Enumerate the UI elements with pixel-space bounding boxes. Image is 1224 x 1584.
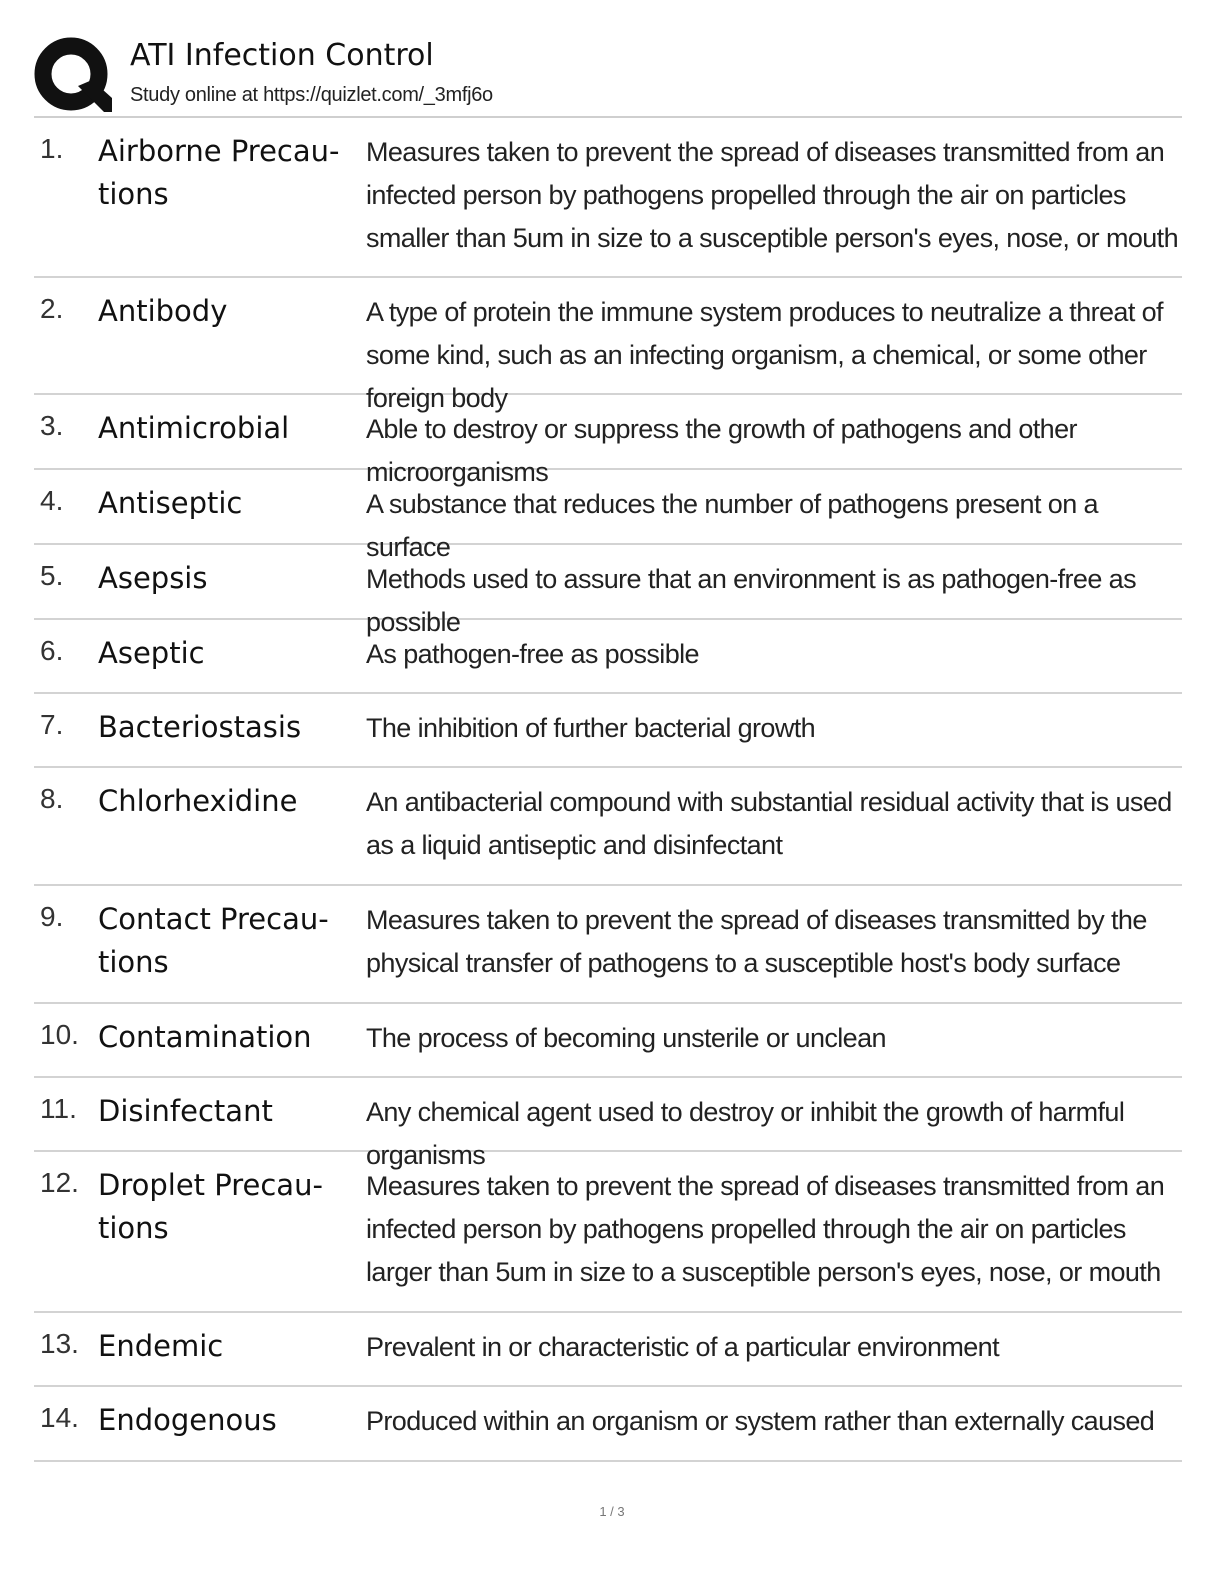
term-row [34, 470, 1182, 562]
quizlet-logo-icon [34, 36, 112, 114]
term-number: 9. [40, 901, 64, 932]
term-word: Contamination [98, 1020, 312, 1054]
term-number: 1. [40, 133, 64, 164]
term-number: 14. [40, 1402, 79, 1433]
term-word: Antimicrobial [98, 411, 290, 445]
term-number: 11. [40, 1093, 77, 1124]
term-word: Asepsis [98, 561, 208, 595]
page-number: 1 / 3 [599, 1504, 625, 1519]
term-word: Contact Precau- tions [98, 902, 329, 979]
term-word: Antibody [98, 294, 228, 328]
term-word: Droplet Precau- tions [98, 1168, 323, 1245]
term-row [34, 1313, 1182, 1387]
term-word: Aseptic [98, 636, 205, 670]
term-word: Chlorhexidine [98, 784, 298, 818]
term-row [34, 118, 1182, 278]
term-number: 13. [40, 1328, 79, 1359]
term-row [34, 278, 1182, 413]
term-definition: An antibacterial compound with substantial residual activity that is used as a liquid antiseptic and disinfectant [366, 787, 1172, 860]
term-list [34, 118, 1182, 1462]
term-word: Endemic [98, 1329, 224, 1363]
term-row [34, 545, 1182, 637]
term-number: 2. [40, 293, 64, 324]
term-number: 7. [40, 709, 64, 740]
term-number: 12. [40, 1167, 79, 1198]
term-row [34, 886, 1182, 1004]
term-row [34, 620, 1182, 694]
term-definition: As pathogen-free as possible [366, 639, 699, 669]
term-row [34, 1387, 1182, 1462]
term-number: 3. [40, 410, 64, 441]
term-number: 8. [40, 783, 64, 814]
study-online-link[interactable]: Study online at https://quizlet.com/_3mfj6o [130, 84, 493, 106]
term-number: 10. [40, 1019, 79, 1050]
term-definition: Methods used to assure that an environment is as pathogen-free as possible [366, 564, 1136, 637]
term-word: Airborne Precau- tions [98, 134, 340, 211]
term-word: Bacteriostasis [98, 710, 302, 744]
term-word: Endogenous [98, 1403, 277, 1437]
term-row [34, 694, 1182, 768]
term-number: 6. [40, 635, 64, 666]
term-definition: A substance that reduces the number of pathogens present on a surface [366, 489, 1098, 562]
term-row [34, 1078, 1182, 1170]
term-definition: Measures taken to prevent the spread of diseases transmitted from an infected person by pathogens propelled through the air on particles smaller than 5um in size to a susceptible person's eyes, nose, or mouth [366, 137, 1178, 253]
term-row [34, 395, 1182, 487]
term-word: Antiseptic [98, 486, 243, 520]
document-header [34, 34, 1182, 114]
term-definition: The inhibition of further bacterial growth [366, 713, 816, 743]
document-title: ATI Infection Control [130, 38, 434, 73]
term-word: Disinfectant [98, 1094, 273, 1128]
term-definition: Measures taken to prevent the spread of diseases transmitted from an infected person by pathogens propelled through the air on particles larger than 5um in size to a susceptible person's eyes, nose, or mouth [366, 1171, 1165, 1287]
term-number: 4. [40, 485, 64, 516]
term-definition: Any chemical agent used to destroy or inhibit the growth of harmful organisms [366, 1097, 1125, 1170]
term-definition: Able to destroy or suppress the growth of pathogens and other microorganisms [366, 414, 1077, 487]
term-row [34, 1004, 1182, 1078]
term-definition: Prevalent in or characteristic of a particular environment [366, 1332, 1000, 1362]
term-definition: A type of protein the immune system produces to neutralize a threat of some kind, such as an infecting organism, a chemical, or some other foreign body [366, 297, 1163, 413]
term-definition: Produced within an organism or system rather than externally caused [366, 1406, 1155, 1436]
term-definition: The process of becoming unsterile or unclean [366, 1023, 886, 1053]
term-definition: Measures taken to prevent the spread of diseases transmitted by the physical transfer of pathogens to a susceptible host's body surface [366, 905, 1147, 978]
term-row [34, 768, 1182, 886]
term-row [34, 1152, 1182, 1313]
term-number: 5. [40, 560, 64, 591]
